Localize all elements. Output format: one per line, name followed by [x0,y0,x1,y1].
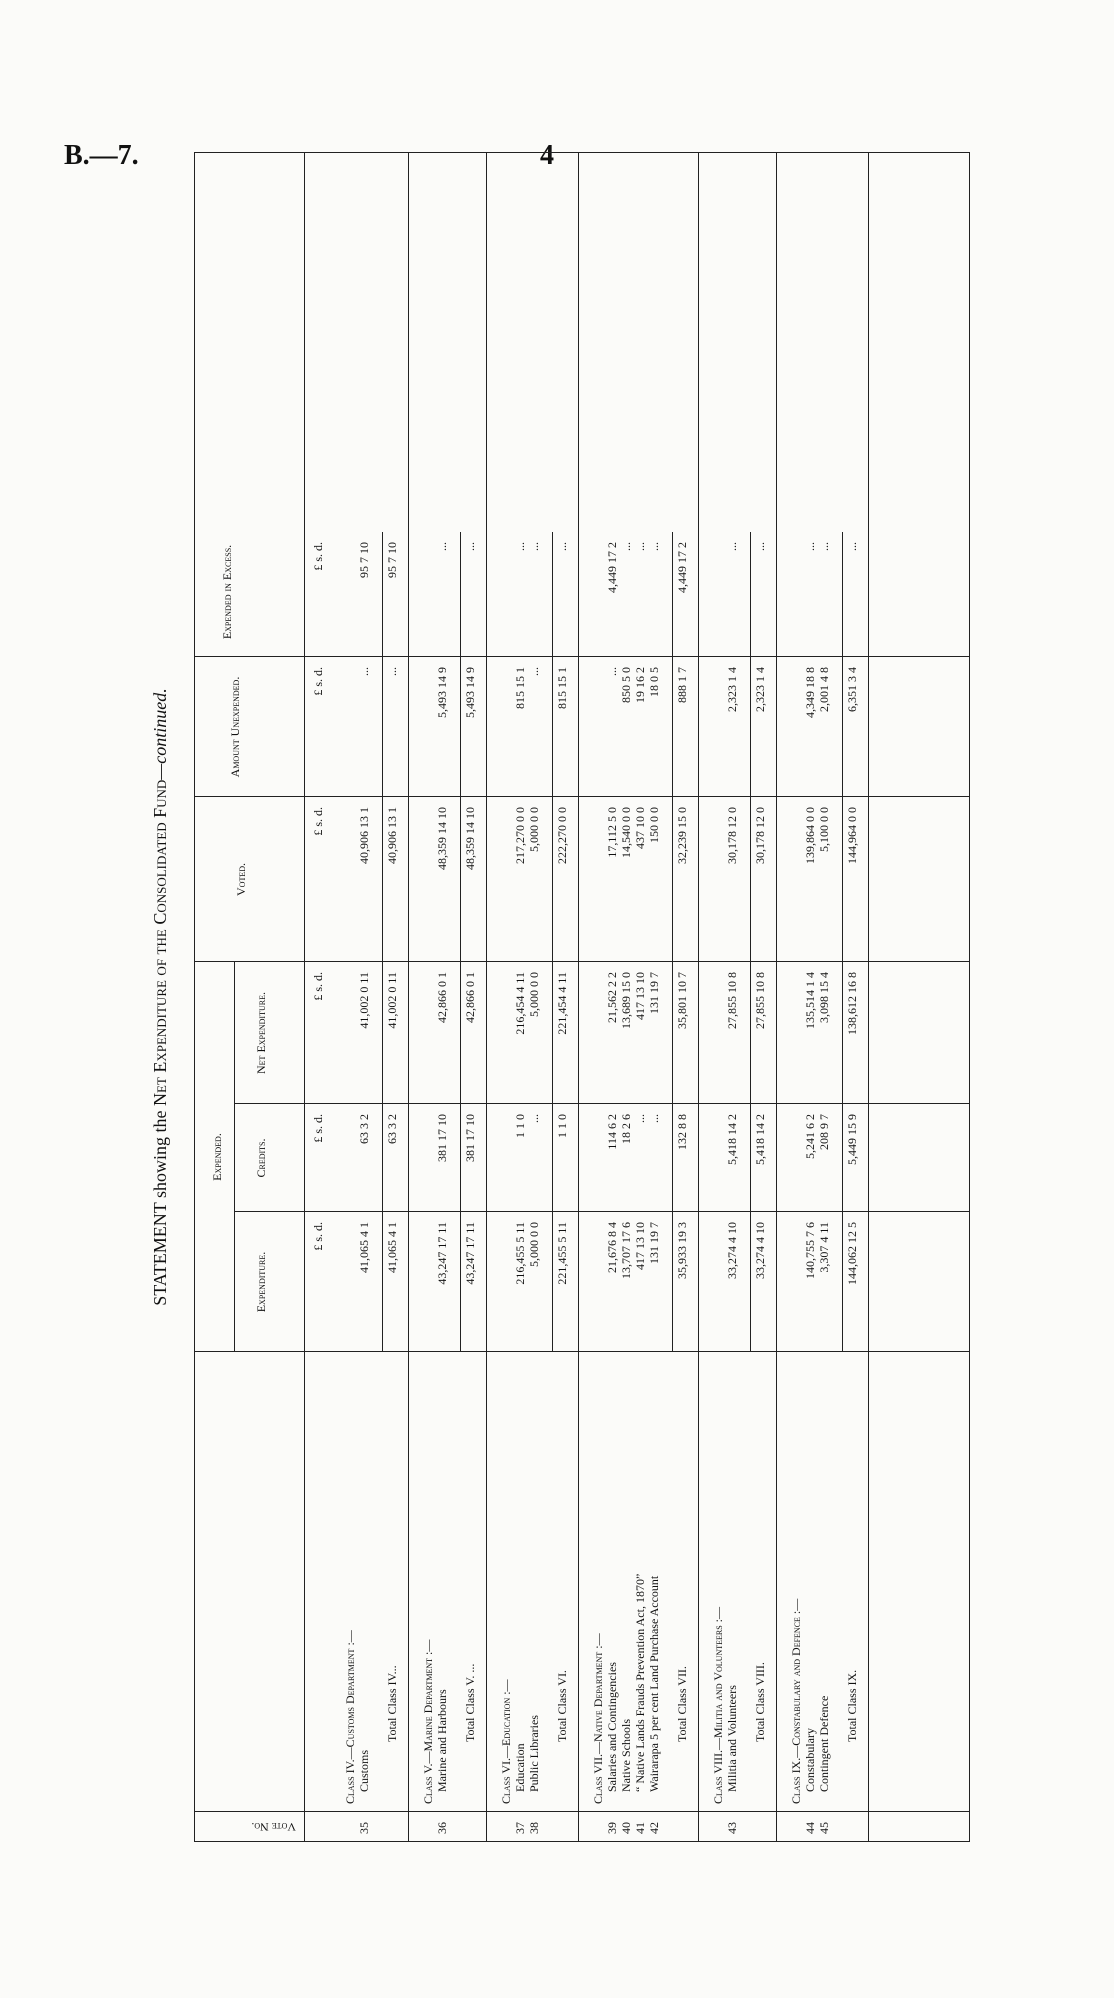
section-rule [868,152,869,1842]
units-label: £ s. d. [311,542,325,571]
section-rule [578,152,579,1842]
amount-excess: ... [725,542,739,551]
amount-voted: 30,178 12 0 [725,807,739,864]
item-name: “ Native Lands Frauds Prevention Act, 1870” [633,1573,647,1792]
amount-voted: 17,112 5 0 [605,807,619,858]
section-rule [408,152,409,1842]
class-title: Class VIII.—Militia and Volunteers :— [711,1607,725,1804]
amount-credits: 114 6 2 [605,1114,619,1150]
section-rule [486,152,487,1842]
units-label: £ s. d. [311,1222,325,1251]
total-net: 35,801 10 7 [675,972,689,1029]
header-vote-no: Vote No. [251,1820,296,1834]
total-rule [552,532,553,1352]
total-voted: 144,964 0 0 [845,807,859,864]
amount-excess: ... [633,542,647,551]
amount-net: 3,098 15 4 [817,972,831,1023]
total-unexpended: 815 15 1 [555,667,569,709]
amount-net: 135,514 1 4 [803,972,817,1029]
item-name: Customs [357,1749,371,1792]
amount-expenditure: 140,755 7 6 [803,1222,817,1279]
amount-voted: 139,864 0 0 [803,807,817,864]
amount-unexpended: 2,323 1 4 [725,667,739,712]
total-unexpended: ... [385,667,399,676]
vote-number: 38 [527,1822,541,1834]
amount-credits: 18 2 6 [619,1114,633,1144]
amount-expenditure: 131 19 7 [647,1222,661,1264]
amount-unexpended: 815 15 1 [513,667,527,709]
amount-credits: 1 1 0 [513,1114,527,1138]
total-net: 221,454 4 11 [555,972,569,1035]
amount-net: 41,002 0 11 [357,972,371,1029]
total-expenditure: 35,933 19 3 [675,1222,689,1279]
total-voted: 32,239 15 0 [675,807,689,864]
total-rule [842,532,843,1352]
item-name: Salaries and Contingencies [605,1662,619,1792]
amount-excess: ... [527,542,541,551]
amount-net: 27,855 10 8 [725,972,739,1029]
class-total-label: Total Class VII. [675,1666,689,1742]
amount-excess: 95 7 10 [357,542,371,578]
vote-number: 43 [725,1822,739,1834]
total-rule [750,532,751,1352]
vote-number: 35 [357,1822,371,1834]
amount-excess: ... [647,542,661,551]
amount-voted: 48,359 14 10 [435,807,449,870]
total-credits: 1 1 0 [555,1114,569,1138]
item-name: Public Libraries [527,1715,541,1792]
total-excess: ... [463,542,477,551]
total-net: 138,612 16 8 [845,972,859,1035]
amount-excess: ... [513,542,527,551]
amount-net: 131 19 7 [647,972,661,1014]
section-rule [776,152,777,1842]
total-voted: 30,178 12 0 [753,807,767,864]
total-net: 27,855 10 8 [753,972,767,1029]
class-title: Class IV.—Customs Department :— [343,1630,357,1804]
amount-credits: ... [633,1114,647,1123]
item-name: Wairarapa 5 per cent Land Purchase Account [647,1575,661,1792]
item-name: Contingent Defence [817,1695,831,1792]
total-credits: 381 17 10 [463,1114,477,1162]
total-credits: 5,418 14 2 [753,1114,767,1165]
amount-voted: 437 10 0 [633,807,647,849]
amount-credits: ... [647,1114,661,1123]
class-total-label: Total Class V. ... [463,1663,477,1742]
amount-excess: ... [803,542,817,551]
amount-net: 5,000 0 0 [527,972,541,1017]
class-title: Class V.—Marine Department :— [421,1639,435,1804]
amount-net: 42,866 0 1 [435,972,449,1023]
amount-unexpended: 850 5 0 [619,667,633,703]
class-total-label: Total Class VI. [555,1670,569,1742]
vote-number: 39 [605,1822,619,1834]
total-excess: ... [845,542,859,551]
section-rule [698,152,699,1842]
total-voted: 48,359 14 10 [463,807,477,870]
class-title: Class VI.—Education :— [499,1679,513,1804]
amount-excess: 4,449 17 2 [605,542,619,593]
header-credits: Credits. [254,1138,268,1178]
expenditure-table [194,152,970,1842]
class-total-label: Total Class IX. [845,1669,859,1742]
amount-expenditure: 33,274 4 10 [725,1222,739,1279]
total-unexpended: 6,351 3 4 [845,667,859,712]
units-label: £ s. d. [311,807,325,836]
amount-expenditure: 216,455 5 11 [513,1222,527,1285]
total-unexpended: 5,493 14 9 [463,667,477,718]
total-excess: 95 7 10 [385,542,399,578]
header-net-expenditure: Net Expenditure. [254,992,268,1074]
header-excess: Expended in Excess. [220,544,234,640]
total-net: 42,866 0 1 [463,972,477,1023]
amount-unexpended: 18 0 5 [647,667,661,697]
total-rule [672,532,673,1352]
total-expenditure: 43,247 17 11 [463,1222,477,1285]
amount-net: 417 13 10 [633,972,647,1020]
amount-expenditure: 417 13 10 [633,1222,647,1270]
page-reference: B.—7. [64,140,139,171]
amount-expenditure: 5,000 0 0 [527,1222,541,1267]
total-unexpended: 888 1 7 [675,667,689,703]
class-total-label: Total Class IV... [385,1665,399,1742]
vote-number: 41 [633,1822,647,1834]
amount-excess: ... [435,542,449,551]
vote-number: 40 [619,1822,633,1834]
rotated-statement [150,152,970,1842]
amount-unexpended: 4,349 18 8 [803,667,817,718]
amount-expenditure: 41,065 4 1 [357,1222,371,1273]
total-net: 41,002 0 11 [385,972,399,1029]
amount-credits: 381 17 10 [435,1114,449,1162]
amount-net: 216,454 4 11 [513,972,527,1035]
total-credits: 5,449 15 9 [845,1114,859,1165]
total-credits: 132 8 8 [675,1114,689,1150]
total-rule [382,532,383,1352]
amount-expenditure: 21,676 8 4 [605,1222,619,1273]
vote-number: 37 [513,1822,527,1834]
total-excess: ... [753,542,767,551]
total-expenditure: 221,455 5 11 [555,1222,569,1285]
statement-title [150,152,190,1842]
amount-voted: 5,000 0 0 [527,807,541,852]
amount-voted: 5,100 0 0 [817,807,831,852]
total-expenditure: 33,274 4 10 [753,1222,767,1279]
item-name: Education [513,1743,527,1792]
amount-unexpended: 19 16 2 [633,667,647,703]
total-voted: 40,906 13 1 [385,807,399,864]
amount-credits: 63 3 2 [357,1114,371,1144]
vote-number: 44 [803,1822,817,1834]
amount-voted: 40,906 13 1 [357,807,371,864]
amount-credits: 5,418 14 2 [725,1114,739,1165]
header-voted: Voted. [234,863,248,896]
units-label: £ s. d. [311,667,325,696]
amount-net: 21,562 2 2 [605,972,619,1023]
amount-voted: 14,540 0 0 [619,807,633,858]
amount-voted: 150 0 0 [647,807,661,843]
class-title: Class IX.—Constabulary and Defence :— [789,1598,803,1804]
amount-credits: 5,241 6 2 [803,1114,817,1159]
class-title: Class VII.—Native Department :— [591,1633,605,1804]
item-name: Militia and Volunteers [725,1685,739,1792]
units-label: £ s. d. [311,1114,325,1143]
header-unexpended: Amount Unexpended. [228,676,242,778]
amount-unexpended: 2,001 4 8 [817,667,831,712]
title-caps: Net Expenditure of the Consolidated Fund [150,779,170,1107]
amount-net: 13,689 15 0 [619,972,633,1029]
amount-expenditure: 13,707 17 6 [619,1222,633,1279]
total-credits: 63 3 2 [385,1114,399,1144]
total-unexpended: 2,323 1 4 [753,667,767,712]
total-rule [460,532,461,1352]
amount-excess: ... [619,542,633,551]
vote-number: 45 [817,1822,831,1834]
title-main: STATEMENT showing the [150,1106,170,1306]
page-number: 4 [540,140,554,171]
item-name: Constabulary [803,1728,817,1792]
amount-expenditure: 3,307 4 11 [817,1222,831,1273]
amount-credits: 208 9 7 [817,1114,831,1150]
item-name: Native Schools [619,1719,633,1792]
amount-unexpended: 5,493 14 9 [435,667,449,718]
amount-unexpended: ... [527,667,541,676]
amount-credits: ... [527,1114,541,1123]
amount-excess: ... [817,542,831,551]
class-total-label: Total Class VIII. [753,1662,767,1742]
total-voted: 222,270 0 0 [555,807,569,864]
units-label: £ s. d. [311,972,325,1001]
amount-unexpended: ... [357,667,371,676]
total-excess: ... [555,542,569,551]
amount-voted: 217,270 0 0 [513,807,527,864]
header-expended: Expended. [210,1133,224,1181]
total-excess: 4,449 17 2 [675,542,689,593]
title-suffix: —continued. [150,688,170,780]
header-expenditure: Expenditure. [254,1251,268,1313]
vote-number: 42 [647,1822,661,1834]
item-name: Marine and Harbours [435,1689,449,1792]
total-expenditure: 144,062 12 5 [845,1222,859,1285]
amount-expenditure: 43,247 17 11 [435,1222,449,1285]
total-expenditure: 41,065 4 1 [385,1222,399,1273]
amount-unexpended: ... [605,667,619,676]
vote-number: 36 [435,1822,449,1834]
